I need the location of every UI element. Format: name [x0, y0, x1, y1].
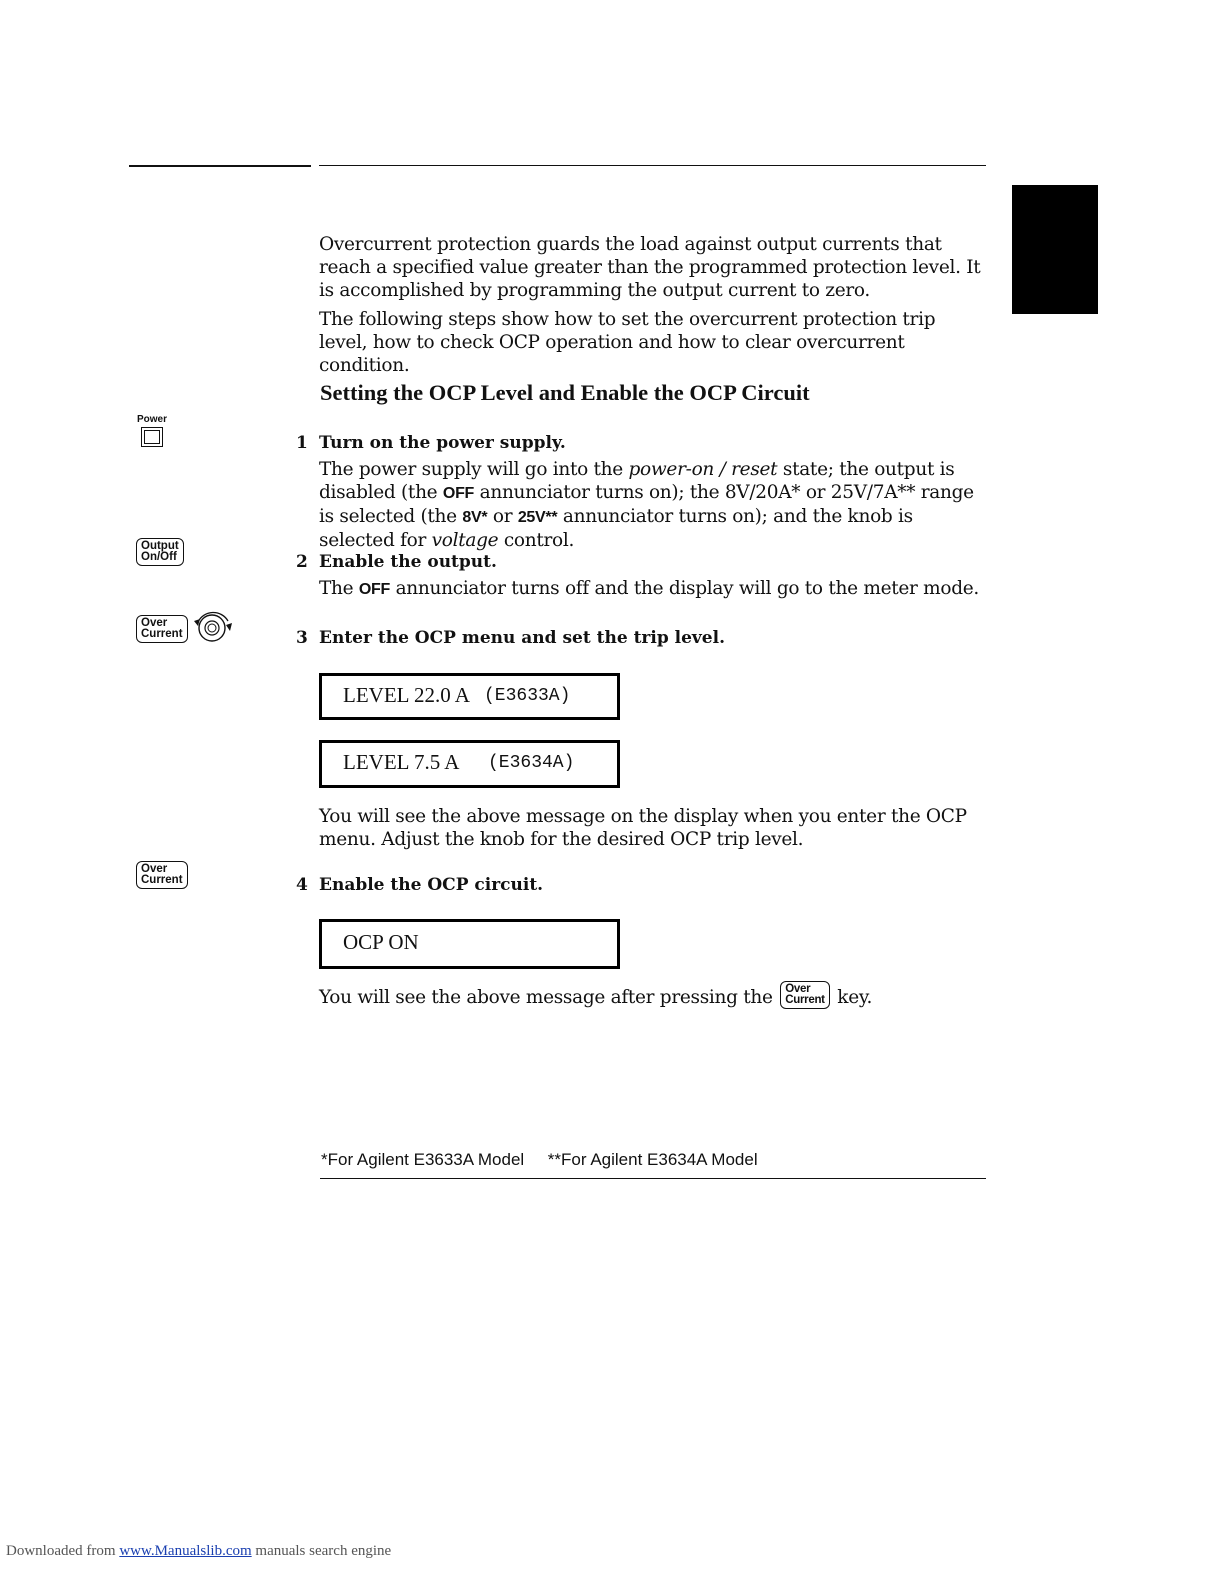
display-level-e3634a [319, 740, 620, 788]
step-2-title: Enable the output. [319, 552, 497, 572]
off-annunciator: OFF [442, 485, 475, 502]
display-level-value: LEVEL 22.0 A [343, 683, 470, 707]
display-model-code: (E3633A) [484, 686, 571, 706]
8v-annunciator: 8V* [462, 509, 488, 526]
knob-icon[interactable] [190, 609, 236, 645]
step-1-text: The power supply will go into the power-on / reset state; the output is disabled (the OFF annunciator turns on); the 8V/20A* or 25V/7A** range is selected (the 8V* or 25V** annunciator turns on); and the knob is selected for voltage control. [319, 459, 974, 551]
output-on-off-key[interactable] [136, 538, 184, 566]
step-2-text: The OFF annunciator turns off and the display will go to the meter mode. [319, 578, 979, 599]
power-key-label: Power [137, 414, 168, 425]
output-key-line2: On/Off [141, 551, 177, 563]
over-key-line2: Current [141, 628, 183, 640]
step-4-after-text: You will see the above message after pressing the Over Current key. [319, 983, 873, 1008]
step-1-number: 1 [296, 433, 308, 453]
step-4-number: 4 [296, 875, 308, 895]
manualslib-link[interactable]: www.Manualslib.com [119, 1543, 252, 1559]
chapter-tab-marker [1012, 185, 1098, 314]
download-credit: Downloaded from www.Manualslib.com manuals search engine [6, 1543, 392, 1559]
header-rule-left [129, 165, 311, 167]
step-3-title: Enter the OCP menu and set the trip level. [319, 628, 725, 648]
over-key-line1: Over [141, 617, 168, 629]
power-switch-icon[interactable] [141, 427, 163, 447]
display-ocp-value: OCP ON [343, 930, 419, 954]
intro-paragraph-1: Overcurrent protection guards the load against output currents that reach a specified value greater than the programmed protection level. It is accomplished by programming the output current to zero. [319, 234, 981, 301]
step-4-title: Enable the OCP circuit. [319, 875, 544, 895]
display-level-e3633a [319, 673, 620, 720]
footnote-rule [320, 1178, 986, 1179]
step-3-after-text: You will see the above message on the display when you enter the OCP menu. Adjust the knob for the desired OCP trip level. [319, 806, 967, 850]
display-model-code: (E3634A) [488, 753, 575, 773]
display-ocp-on [319, 919, 620, 969]
off-annunciator: OFF [358, 581, 390, 598]
section-heading: Setting the OCP Level and Enable the OCP Circuit [320, 380, 810, 405]
over-current-key-step3[interactable] [136, 615, 188, 643]
over-key-line2: Current [141, 874, 183, 886]
over-current-inline-key[interactable]: Over Current [780, 981, 829, 1009]
25v-annunciator: 25V** [517, 509, 558, 526]
output-key-line1: Output [141, 540, 179, 552]
display-level-value: LEVEL 7.5 A [343, 750, 460, 774]
step-1-title: Turn on the power supply. [319, 433, 566, 453]
header-rule-right [319, 165, 986, 166]
step-2-number: 2 [296, 552, 308, 572]
over-current-key-step4[interactable] [136, 861, 188, 889]
intro-paragraph-2: The following steps show how to set the overcurrent protection trip level, how to check OCP operation and how to clear overcurrent condition. [319, 309, 936, 376]
over-key-line1: Over [141, 863, 168, 875]
step-3-number: 3 [296, 628, 308, 648]
model-footnote: *For Agilent E3633A Model **For Agilent E3634A Model [321, 1150, 758, 1169]
